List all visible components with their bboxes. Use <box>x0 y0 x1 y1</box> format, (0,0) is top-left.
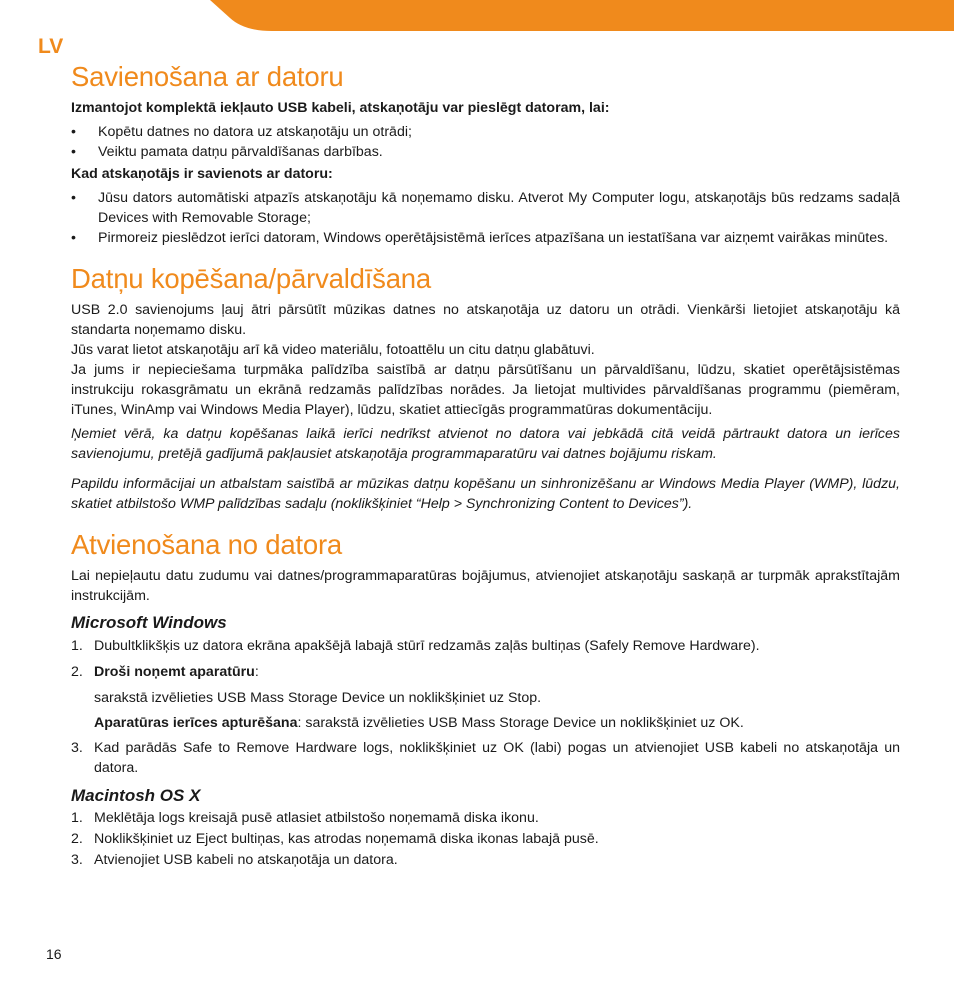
section-title-file-management: Datņu kopēšana/pārvaldīšana <box>71 263 431 294</box>
list-item: • Pirmoreiz pieslēdzot ierīci datoram, Windows operētājsistēmā ierīces atpazīšana un iestatīšana var aizņemt vairākas minūtes. <box>71 228 900 248</box>
list-item: 2. Droši noņemt aparatūru: <box>71 664 259 680</box>
file-management-paragraph: Ja jums ir nepieciešama turpmāka palīdzība saistībā ar datņu pārsūtīšanu un pārvaldīšanu, lūdzu, skatiet operētājsistēmas instrukciju rokasgrāmatu un ekrānā redzamās palīdzības norādes. Ja lietojat multivides pārvaldīšanas programmu (piemēram, iTunes, WinAmp vai Windows Media Player), lūdzu, skatiet attiecīgās programmatūras dokumentāciju. <box>71 362 900 418</box>
connecting-purpose-list <box>71 122 900 162</box>
warning-note: Ņemiet vērā, ka datņu kopēšanas laikā ierīci nedrīkst atvienot no datora vai jebkādā citā veidā pārtraukt datora un ierīces savienojumu, pretējā gadījumā pakļausiet atskaņotāja programmaparatūru vai datnes bojājumu riskam. <box>71 426 900 462</box>
stop-device-label: Aparatūras ierīces apturēšana <box>94 715 298 731</box>
connected-notes-list <box>71 188 900 248</box>
mac-steps <box>71 808 900 870</box>
list-item: • Veiktu pamata datņu pārvaldīšanas darbības. <box>71 142 900 162</box>
list-item: 3. Kad parādās Safe to Remove Hardware logs, noklikšķiniet uz OK (labi) pogas un atvienojiet USB kabeli no atskaņotāja un datora. <box>71 740 900 776</box>
section-title-disconnecting: Atvienošana no datora <box>71 529 343 560</box>
disconnecting-intro: Lai nepieļautu datu zudumu vai datnes/programmaparatūras bojājumus, atvienojiet atskaņotāju saskaņā ar turpmāk aprakstītajām instrukcijām. <box>71 568 900 604</box>
windows-step-detail: sarakstā izvēlieties USB Mass Storage Device un noklikšķiniet uz Stop. <box>94 690 542 706</box>
list-item: 2. Noklikšķiniet uz Eject bultiņas, kas atrodas noņemamā diska ikonas labajā pusē. <box>71 831 599 847</box>
page-number: 16 <box>46 946 62 962</box>
wmp-help-note: Papildu informācijai un atbalstam saistībā ar mūzikas datņu kopēšanu un sinhronizēšanu ar Windows Media Player (WMP), lūdzu, skatiet atbilstošo WMP palīdzības sadaļu (noklikšķiniet “Help > Synchronizing Content to Devices”). <box>71 476 900 512</box>
language-tag: LV <box>38 35 64 58</box>
list-item: 1. Dubultklikšķis uz datora ekrāna apakšējā labajā stūrī redzamās zaļās bultiņas (Safely Remove Hardware). <box>71 638 760 654</box>
safely-remove-label: Droši noņemt aparatūru <box>94 664 255 680</box>
mac-subheading: Macintosh OS X <box>71 786 201 805</box>
section-title-connecting: Savienošana ar datoru <box>71 61 344 92</box>
list-item: • Kopētu datnes no datora uz atskaņotāju un otrādi; <box>71 122 900 142</box>
windows-step-detail: Aparatūras ierīces apturēšana: sarakstā izvēlieties USB Mass Storage Device un noklikšķiniet uz OK. <box>94 715 744 731</box>
list-item: • Jūsu dators automātiski atpazīs atskaņotāju kā noņemamo disku. Atverot My Computer logu, atskaņotājs būs redzams sadaļā Devices with Removable Storage; <box>71 188 900 228</box>
header-accent-band <box>0 0 954 32</box>
windows-steps-cont <box>71 738 900 778</box>
connecting-intro: Izmantojot komplektā iekļauto USB kabeli, atskaņotāju var pieslēgt datoram, lai: <box>71 100 610 116</box>
file-management-paragraph: Jūs varat lietot atskaņotāju arī kā video materiālu, fotoattēlu un citu datņu glabātuvi. <box>71 342 595 358</box>
list-item: 3. Atvienojiet USB kabeli no atskaņotāja un datora. <box>71 852 398 868</box>
windows-subheading: Microsoft Windows <box>71 613 227 632</box>
connected-subheading: Kad atskaņotājs ir savienots ar datoru: <box>71 166 333 182</box>
windows-steps <box>71 636 900 682</box>
list-item: 1. Meklētāja logs kreisajā pusē atlasiet atbilstošo noņemamā diska ikonu. <box>71 810 539 826</box>
file-management-paragraph: USB 2.0 savienojums ļauj ātri pārsūtīt mūzikas datnes no atskaņotāja uz datoru un otrādi. Vienkārši lietojiet atskaņotāju kā standarta noņemamo disku. <box>71 302 900 338</box>
page-content <box>71 60 900 870</box>
